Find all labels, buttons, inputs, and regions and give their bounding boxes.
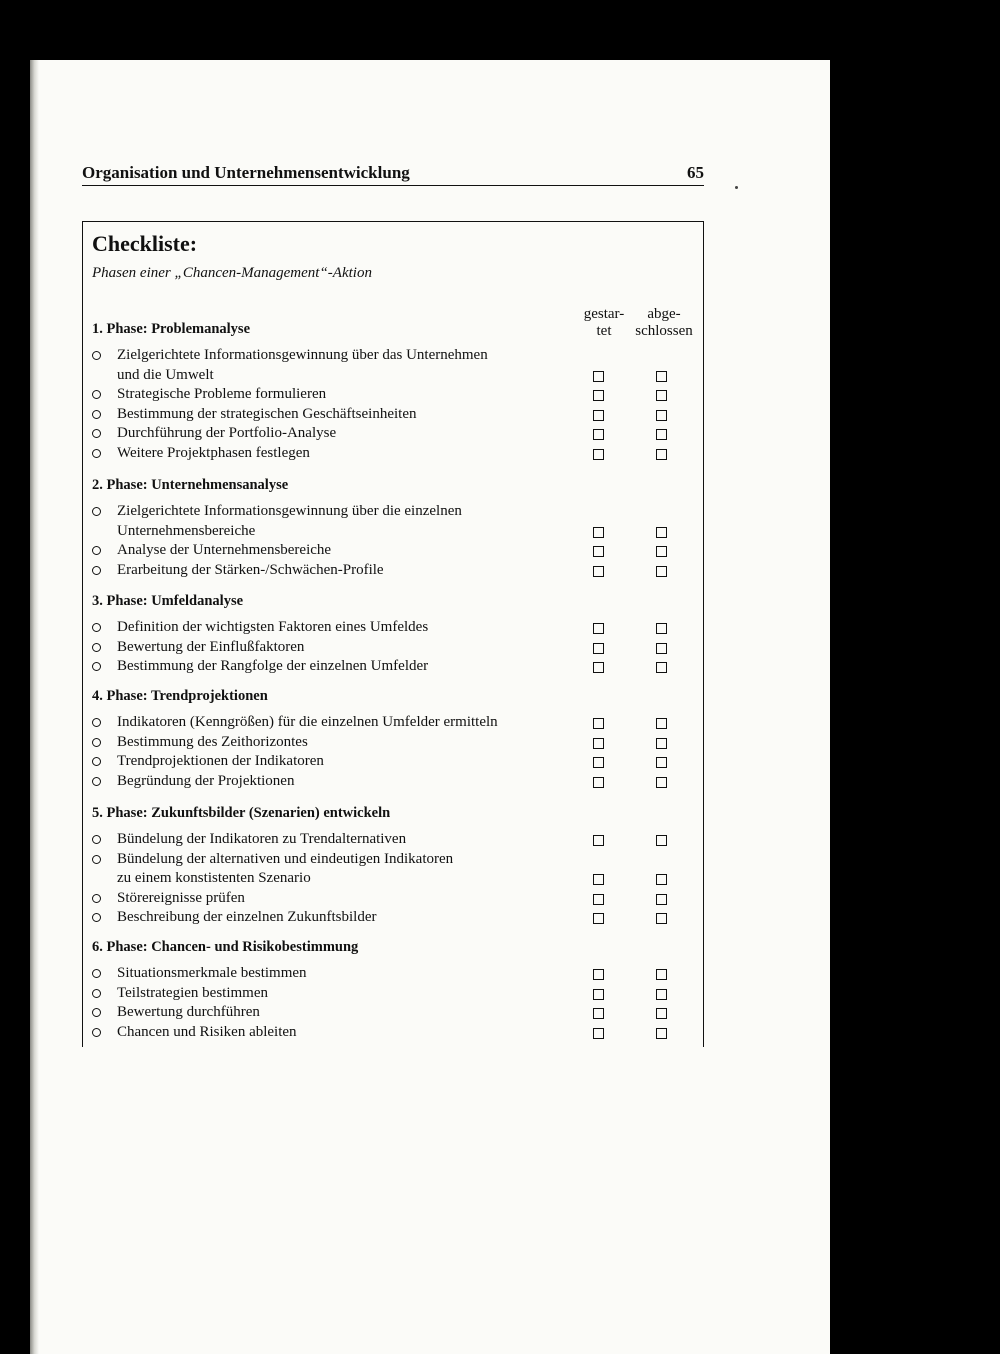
checklist-item-text: Begründung der Projektionen (117, 772, 295, 789)
circle-bullet-icon (92, 777, 101, 786)
checklist-item (92, 405, 572, 425)
checkbox-started[interactable] (593, 835, 604, 846)
checklist-item-text: Bestimmung der Rangfolge der einzelnen Umfelder (117, 658, 429, 674)
checklist-item (92, 346, 572, 385)
checklist-item-text: zu einem konstistenten Szenario (117, 870, 311, 886)
checklist-item-text: und die Umwelt (117, 366, 214, 383)
checkbox-started[interactable] (593, 546, 604, 557)
checklist-item-text: Bewertung durchführen (117, 1004, 260, 1020)
checkbox-started[interactable] (593, 643, 604, 654)
checkbox-started[interactable] (593, 874, 604, 885)
circle-bullet-icon (92, 894, 101, 903)
checkbox-finished[interactable] (656, 623, 667, 634)
checklist-item (92, 638, 572, 658)
checklist-item-text: Trendprojektionen der Indikatoren (117, 753, 324, 769)
column-header-finished-line2: schlossen (635, 323, 693, 339)
checkbox-finished[interactable] (656, 449, 667, 460)
column-header-finished (628, 306, 700, 340)
circle-bullet-icon (92, 855, 101, 864)
checkbox-finished[interactable] (656, 429, 667, 440)
running-header (82, 163, 704, 186)
page-gutter-shadow (30, 60, 39, 1354)
checkbox-started[interactable] (593, 718, 604, 729)
checkbox-finished[interactable] (656, 527, 667, 538)
checkbox-started[interactable] (593, 738, 604, 749)
checklist-item-text: Störereignisse prüfen (117, 889, 245, 906)
checkbox-started[interactable] (593, 371, 604, 382)
circle-bullet-icon (92, 738, 101, 747)
checklist-item (92, 713, 572, 733)
checklist-item-text: Chancen und Risiken ableiten (117, 1023, 297, 1040)
checkbox-finished[interactable] (656, 410, 667, 421)
checkbox-started[interactable] (593, 662, 604, 673)
phase-heading: 5. Phase: Zukunftsbilder (Szenarien) entwickeln (92, 805, 391, 821)
checklist-item-text: Bündelung der alternativen und eindeutigen Indikatoren (117, 850, 454, 867)
circle-bullet-icon (92, 1028, 101, 1037)
checkbox-finished[interactable] (656, 835, 667, 846)
checkbox-finished[interactable] (656, 894, 667, 905)
checkbox-started[interactable] (593, 969, 604, 980)
checklist-item-text: Situationsmerkmale bestimmen (117, 965, 307, 981)
checkbox-finished[interactable] (656, 969, 667, 980)
checklist-title: Checkliste: (92, 231, 198, 256)
column-header-started-line2: tet (596, 323, 612, 339)
checkbox-finished[interactable] (656, 718, 667, 729)
circle-bullet-icon (92, 351, 101, 360)
checklist-item (92, 733, 572, 753)
checkbox-started[interactable] (593, 390, 604, 401)
checklist-item (92, 889, 572, 909)
checklist-item-text: Bündelung der Indikatoren zu Trendalternativen (117, 831, 407, 847)
circle-bullet-icon (92, 969, 101, 978)
circle-bullet-icon (92, 546, 101, 555)
checkbox-finished[interactable] (656, 1028, 667, 1039)
phase-heading: 6. Phase: Chancen- und Risikobestimmung (92, 939, 359, 955)
circle-bullet-icon (92, 390, 101, 399)
checkbox-started[interactable] (593, 1008, 604, 1019)
checkbox-started[interactable] (593, 1028, 604, 1039)
checkbox-finished[interactable] (656, 662, 667, 673)
checkbox-finished[interactable] (656, 989, 667, 1000)
checkbox-finished[interactable] (656, 546, 667, 557)
circle-bullet-icon (92, 1008, 101, 1017)
checklist-item-text: Weitere Projektphasen festlegen (117, 444, 310, 461)
phase-heading: 2. Phase: Unternehmensanalyse (92, 477, 289, 493)
checkbox-finished[interactable] (656, 874, 667, 885)
phase-heading: 3. Phase: Umfeldanalyse (92, 593, 244, 609)
phase-heading: 1. Phase: Problemanalyse (92, 321, 251, 337)
checklist-item-text: Definition der wichtigsten Faktoren eines Umfeldes (117, 619, 429, 635)
column-header-started-line1: gestar- (583, 306, 625, 322)
checkbox-finished[interactable] (656, 913, 667, 924)
circle-bullet-icon (92, 449, 101, 458)
phase-heading: 4. Phase: Trendprojektionen (92, 688, 268, 704)
checkbox-started[interactable] (593, 757, 604, 768)
print-speck (735, 186, 738, 189)
checklist-item (92, 1023, 572, 1043)
page-number: 65 (687, 163, 704, 182)
circle-bullet-icon (92, 507, 101, 516)
checklist-item (92, 618, 572, 638)
checkbox-started[interactable] (593, 449, 604, 460)
circle-bullet-icon (92, 718, 101, 727)
checklist-item-text: Analyse der Unternehmensbereiche (117, 542, 332, 558)
checklist-item-text: Strategische Probleme formulieren (117, 386, 327, 402)
checklist-item (92, 502, 572, 541)
circle-bullet-icon (92, 835, 101, 844)
checkbox-started[interactable] (593, 777, 604, 788)
checkbox-finished[interactable] (656, 566, 667, 577)
checklist-item (92, 850, 572, 889)
checkbox-finished[interactable] (656, 643, 667, 654)
checkbox-finished[interactable] (656, 371, 667, 382)
checklist-item (92, 561, 572, 581)
checklist-subtitle: Phasen einer „Chancen-Management“-Aktion (92, 265, 372, 281)
checkbox-started[interactable] (593, 913, 604, 924)
checkbox-started[interactable] (593, 566, 604, 577)
checklist-item (92, 444, 572, 464)
circle-bullet-icon (92, 757, 101, 766)
checklist-item-text: Unternehmensbereiche (117, 522, 256, 539)
checklist-item-text: Beschreibung der einzelnen Zukunftsbilder (117, 909, 377, 925)
circle-bullet-icon (92, 623, 101, 632)
circle-bullet-icon (92, 643, 101, 652)
checklist-item (92, 752, 572, 772)
checkbox-started[interactable] (593, 989, 604, 1000)
checklist-item-text: Bestimmung des Zeithorizontes (117, 733, 308, 750)
checklist-item-text: Indikatoren (Kenngrößen) für die einzelnen Umfelder ermitteln (117, 714, 498, 730)
checklist-item-text: Durchführung der Portfolio-Analyse (117, 425, 337, 441)
circle-bullet-icon (92, 913, 101, 922)
running-title: Organisation und Unternehmensentwicklung (82, 163, 410, 182)
checklist-item-text: Erarbeitung der Stärken-/Schwächen-Profile (117, 561, 384, 578)
checkbox-started[interactable] (593, 527, 604, 538)
checkbox-finished[interactable] (656, 1008, 667, 1019)
circle-bullet-icon (92, 429, 101, 438)
checklist-item (92, 984, 572, 1004)
checklist-item-text: Bewertung der Einflußfaktoren (117, 638, 305, 655)
checklist-item (92, 657, 572, 677)
checkbox-started[interactable] (593, 429, 604, 440)
checklist-item (92, 385, 572, 405)
checklist-item (92, 541, 572, 561)
checkbox-started[interactable] (593, 623, 604, 634)
checklist-item (92, 772, 572, 792)
checkbox-finished[interactable] (656, 738, 667, 749)
checklist-item-text: Zielgerichtete Informationsgewinnung über das Unternehmen (117, 347, 488, 363)
circle-bullet-icon (92, 566, 101, 575)
checklist-item (92, 424, 572, 444)
checkbox-finished[interactable] (656, 777, 667, 788)
checkbox-started[interactable] (593, 894, 604, 905)
checklist-item (92, 964, 572, 984)
column-header-started (580, 306, 628, 340)
checklist-item-text: Bestimmung der strategischen Geschäftseinheiten (117, 405, 417, 422)
checklist-item (92, 908, 572, 928)
circle-bullet-icon (92, 410, 101, 419)
checklist-item (92, 1003, 572, 1023)
column-header-finished-line1: abge- (647, 306, 681, 322)
circle-bullet-icon (92, 989, 101, 998)
checkbox-finished[interactable] (656, 390, 667, 401)
checkbox-finished[interactable] (656, 757, 667, 768)
checklist-item (92, 830, 572, 850)
circle-bullet-icon (92, 662, 101, 671)
checkbox-started[interactable] (593, 410, 604, 421)
checklist-item-text: Zielgerichtete Informationsgewinnung über die einzelnen (117, 503, 462, 519)
checklist-item-text: Teilstrategien bestimmen (117, 984, 268, 1001)
